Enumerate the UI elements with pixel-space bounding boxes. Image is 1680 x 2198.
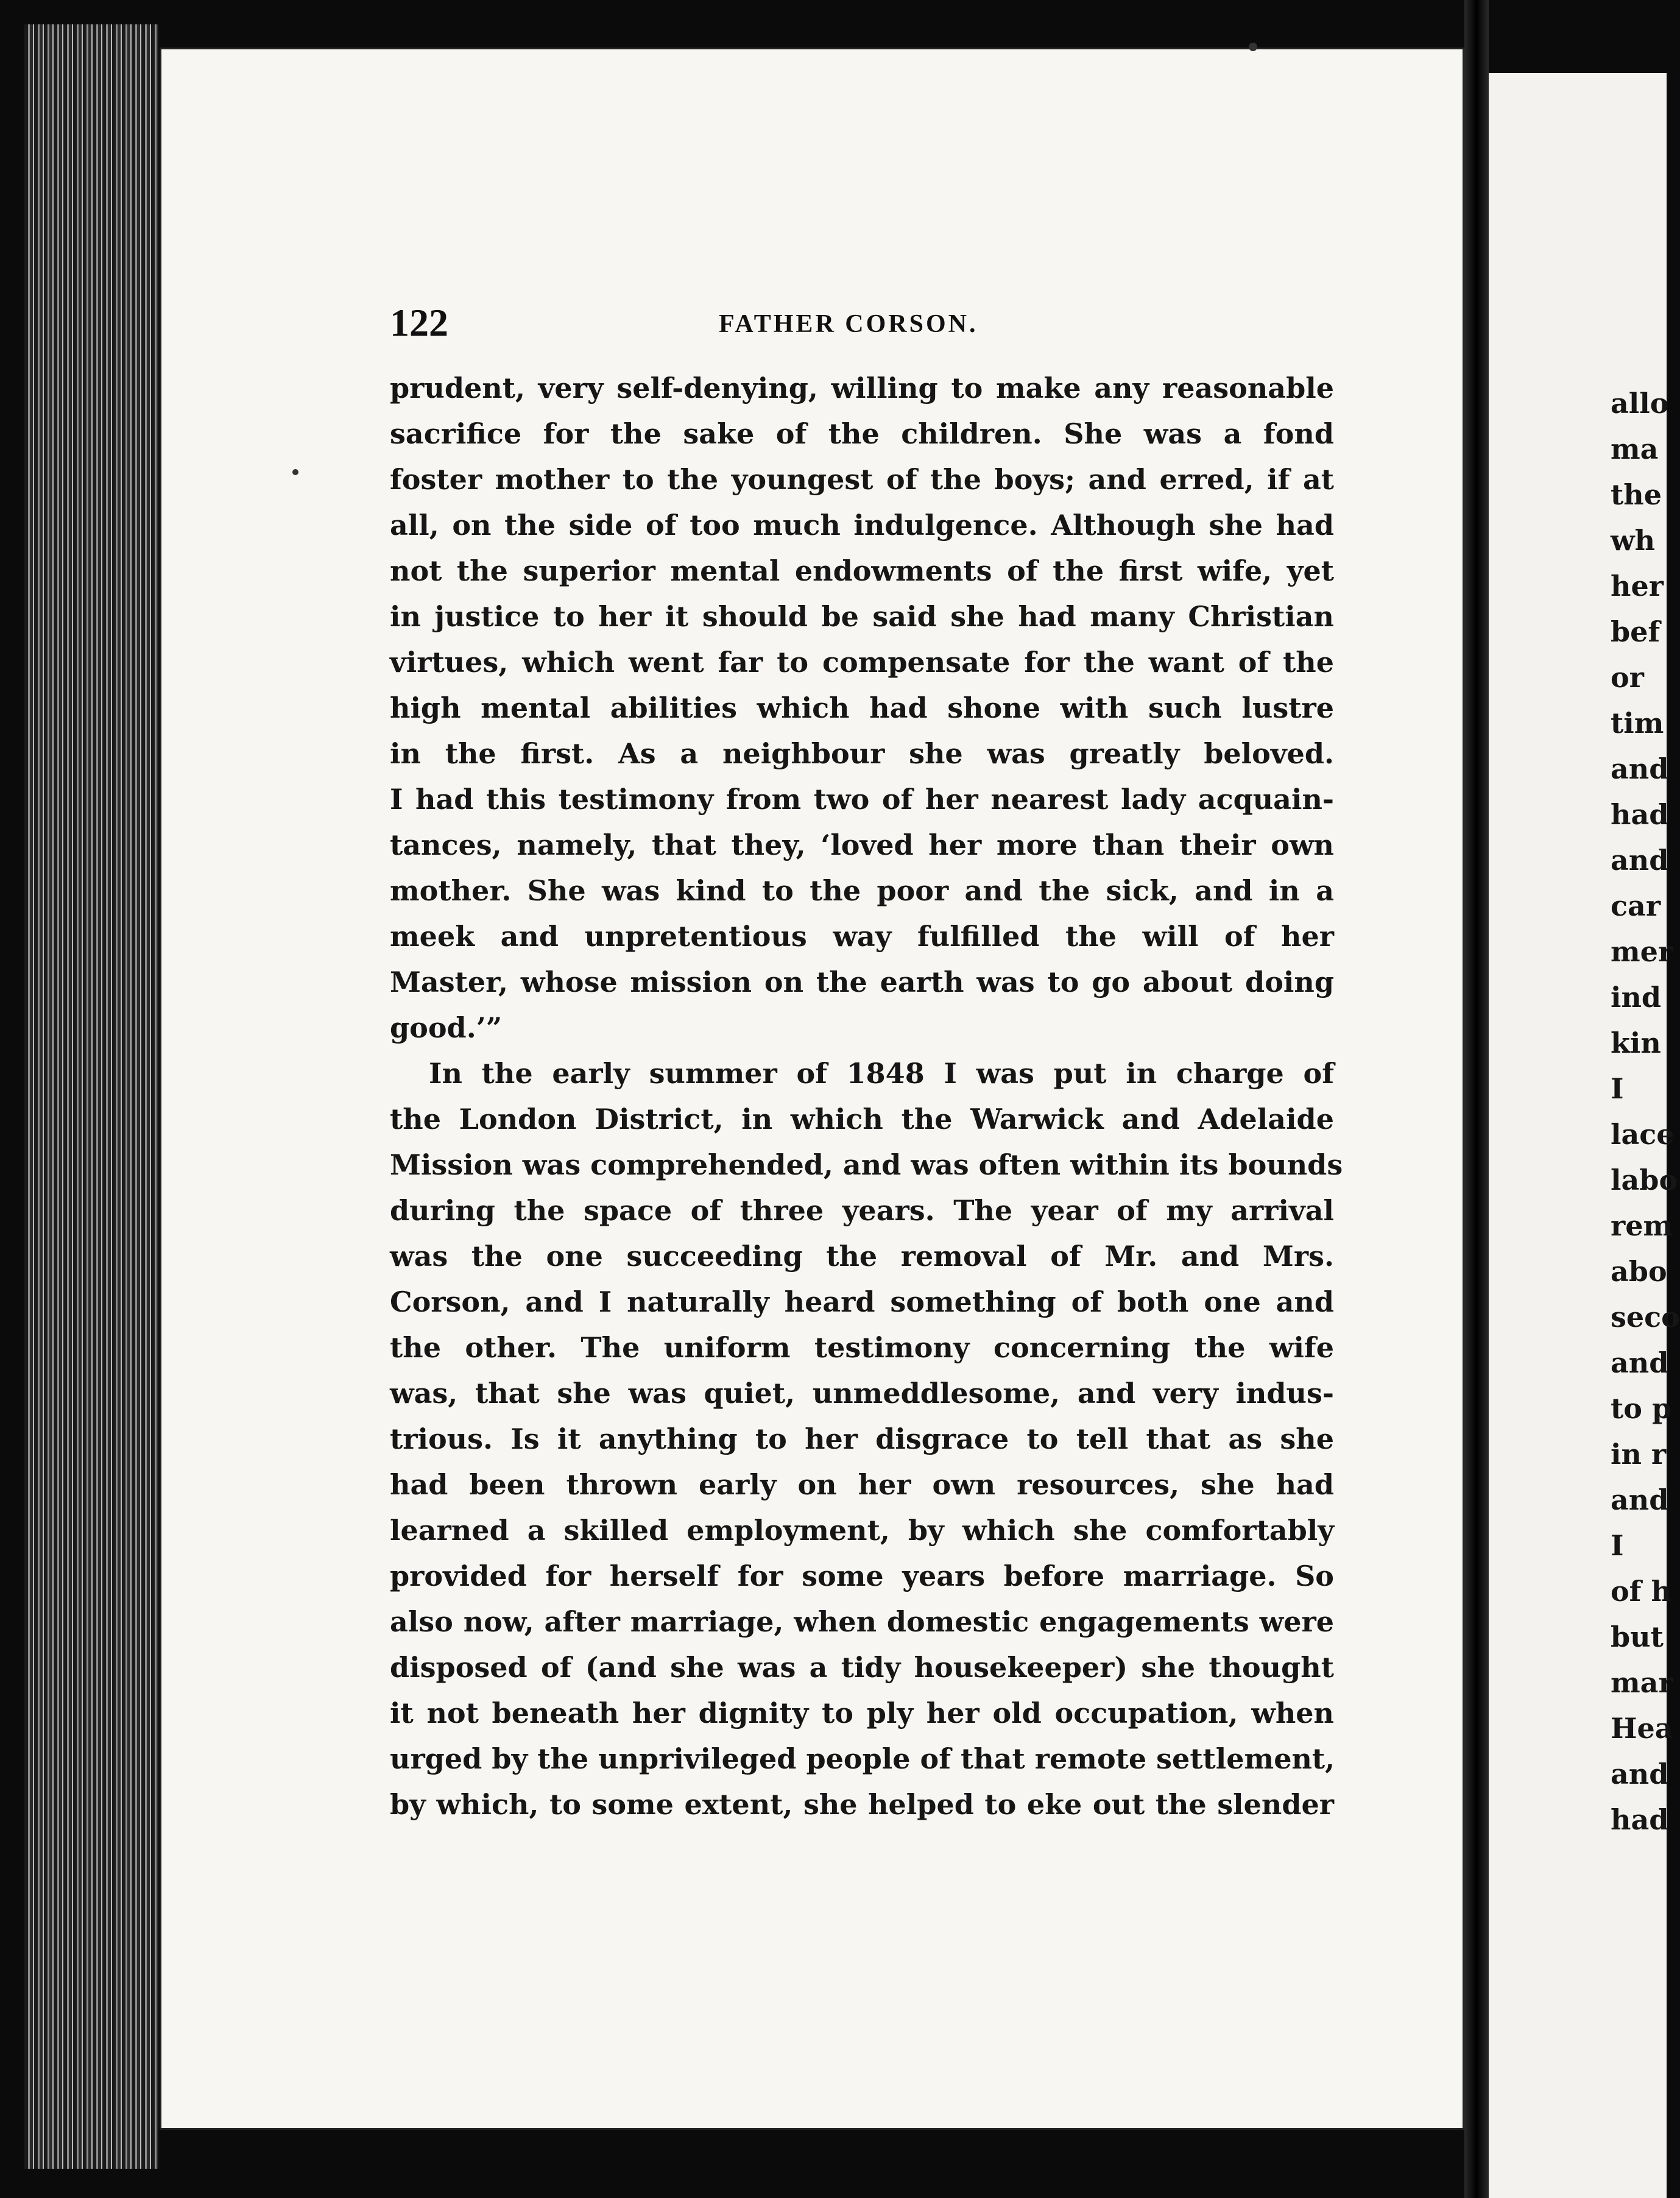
facing-page-fragment: mar [1611, 1666, 1673, 1699]
text-line: it not beneath her dignity to ply her old occupation, when [390, 1697, 1334, 1730]
facing-page-fragment: allo [1611, 387, 1669, 420]
facing-page-fragment: of h [1611, 1575, 1671, 1608]
paragraph [390, 1051, 1343, 1828]
text-line: mother. She was kind to the poor and the sick, and in a [390, 874, 1334, 907]
facing-page-fragment: car [1611, 889, 1661, 922]
text-line: also now, after marriage, when domestic engagements were [390, 1605, 1334, 1638]
text-line: by which, to some extent, she helped to eke out the slender [390, 1788, 1334, 1821]
text-line: sacrifice for the sake of the children. She was a fond [390, 417, 1334, 450]
text-line: in the first. As a neighbour she was greatly beloved. [390, 737, 1334, 770]
text-line: not the superior mental endowments of the first wife, yet [390, 554, 1334, 587]
text-line: In the early summer of 1848 I was put in charge of [429, 1057, 1334, 1090]
facing-page-fragment: to p [1611, 1392, 1672, 1425]
book-gutter [1464, 0, 1489, 2198]
text-line: provided for herself for some years before marriage. So [390, 1560, 1334, 1592]
text-line: trious. Is it anything to her disgrace to tell that as she [390, 1422, 1334, 1455]
text-line: during the space of three years. The year of my arrival [390, 1194, 1334, 1227]
text-line: prudent, very self-denying, willing to make any reasonable [390, 372, 1334, 405]
facing-page-fragment: seco [1611, 1301, 1680, 1334]
text-line: virtues, which went far to compensate for the want of the [390, 646, 1334, 679]
facing-page-fragment: Hea [1611, 1712, 1673, 1745]
body-text [390, 366, 1343, 1828]
facing-page-text [1489, 381, 1680, 1843]
facing-page-fragment: and [1611, 1346, 1669, 1379]
facing-page-fragment: but [1611, 1620, 1664, 1653]
facing-page-fragment: bef [1611, 615, 1661, 648]
facing-page-fragment: mer [1611, 935, 1673, 968]
facing-page-fragment: ma [1611, 433, 1659, 465]
text-line: high mental abilities which had shone with such lustre [390, 691, 1334, 724]
text-line: learned a skilled employment, by which she comfortably [390, 1514, 1334, 1547]
text-line: Master, whose mission on the earth was to go about doing [390, 966, 1334, 998]
text-line: good.’” [390, 1011, 503, 1044]
text-line: I had this testimony from two of her nearest lady acquain- [390, 783, 1334, 816]
running-head: FATHER CORSON. [719, 310, 978, 338]
paragraph [390, 366, 1334, 1051]
facing-page-fragment: kin [1611, 1027, 1661, 1059]
text-line: Mission was comprehended, and was often within its bounds [390, 1148, 1343, 1181]
facing-page-fragment: I [1611, 1529, 1624, 1562]
facing-page-fragment: abo [1611, 1255, 1667, 1288]
facing-page-fragment: her [1611, 570, 1664, 603]
text-line: disposed of (and she was a tidy housekeeper) she thought [390, 1651, 1334, 1684]
facing-page-fragment: had [1611, 1803, 1669, 1836]
scan-speck [292, 469, 298, 475]
facing-page-fragment: and [1611, 1483, 1669, 1516]
facing-page-fragment: lace [1611, 1118, 1675, 1151]
text-line: meek and unpretentious way fulfilled the will of her [390, 920, 1334, 953]
text-line: urged by the unprivileged people of that remote settlement, [390, 1742, 1335, 1775]
facing-page-fragment: rem [1611, 1209, 1673, 1242]
facing-page [1489, 73, 1680, 2198]
facing-page-fragment: labo [1611, 1164, 1678, 1196]
text-line: tances, namely, that they, ‘loved her more than their own [390, 829, 1334, 861]
page-number: 122 [390, 301, 448, 344]
text-line: the London District, in which the Warwick and Adelaide [390, 1103, 1334, 1136]
page-header [390, 299, 1304, 347]
facing-page-fragment: in r [1611, 1438, 1667, 1471]
facing-page-fragment: or [1611, 661, 1644, 694]
scan-speck [1249, 43, 1257, 51]
facing-page-fragment: tim [1611, 707, 1664, 740]
facing-page-fragment: I [1611, 1072, 1624, 1105]
text-line: was the one succeeding the removal of Mr. and Mrs. [390, 1240, 1334, 1273]
facing-page-fragment: wh [1611, 524, 1656, 557]
text-line: Corson, and I naturally heard something of both one and [390, 1285, 1334, 1318]
facing-page-fragment: and [1611, 1758, 1669, 1790]
facing-page-fragment: the [1611, 478, 1662, 511]
book-page-edges [24, 24, 158, 2169]
text-line: was, that she was quiet, unmeddlesome, and very indus- [390, 1377, 1334, 1410]
text-line: the other. The uniform testimony concerning the wife [390, 1331, 1334, 1364]
facing-page-fragment: ind [1611, 981, 1662, 1014]
text-line: in justice to her it should be said she had many Christian [390, 600, 1334, 633]
text-line: all, on the side of too much indulgence. Although she had [390, 509, 1334, 542]
text-line: had been thrown early on her own resources, she had [390, 1468, 1334, 1501]
facing-page-fragment: and [1611, 844, 1669, 877]
facing-page-fragment: had [1611, 798, 1669, 831]
text-line: foster mother to the youngest of the boys; and erred, if at [390, 463, 1334, 496]
facing-page-fragment: and [1611, 752, 1669, 785]
